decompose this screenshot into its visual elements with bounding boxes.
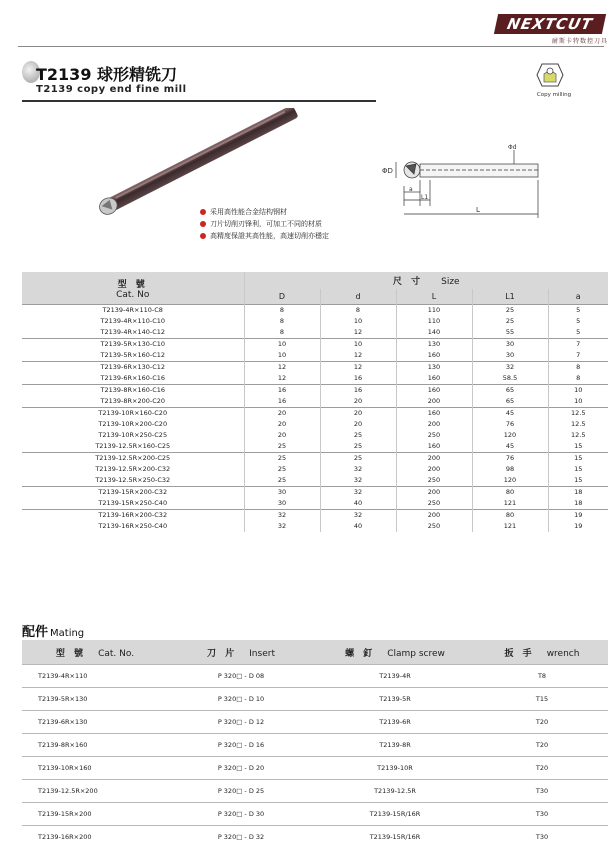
size-cell: 25 [472,316,548,327]
size-cell: 15 [548,464,608,475]
size-cell: 8 [320,305,396,317]
size-cell: 20 [244,408,320,420]
mating-column-header [476,640,608,665]
size-cell: 250 [396,430,472,441]
table-row [22,441,608,453]
size-cell: 120 [472,475,548,487]
table-row [22,453,608,465]
size-cell: 32 [320,510,396,522]
mating-cell: T2139-16R×200 [22,826,168,848]
cat-no-cell: T2139-4R×110-C10 [22,316,244,327]
size-cell: 32 [244,510,320,522]
mating-header-cn: 螺 釘 [345,649,375,659]
table-row [22,350,608,362]
tool-drawing [376,140,556,224]
mating-cell: P 320□ - D 16 [168,734,314,757]
page-subtitle: T2139 copy end fine mill [36,84,187,95]
mating-cell: P 320□ - D 12 [168,711,314,734]
table-row [22,305,608,317]
red-bullet-icon [200,233,206,239]
mating-cell: T2139-4R [314,665,476,688]
size-cell: 25 [244,453,320,465]
size-cell: 200 [396,510,472,522]
size-cell: 18 [548,498,608,510]
mating-header-en: Cat. No. [98,649,134,659]
mating-cell: T2139-4R×110 [22,665,168,688]
cat-no-cell: T2139-5R×130-C10 [22,339,244,351]
size-cell: 200 [396,453,472,465]
cat-no-cell: T2139-8R×200-C20 [22,396,244,408]
size-cell: 10 [244,350,320,362]
size-cell: 98 [472,464,548,475]
feature-list [200,206,329,242]
spec-column-header: D [244,289,320,305]
mating-cell: T2139-12.5R×200 [22,780,168,803]
table-row [22,385,608,397]
mating-cell: T30 [476,826,608,848]
table-row [22,734,608,757]
size-cell: 45 [472,408,548,420]
spec-column-header: L1 [472,289,548,305]
size-cell: 10 [548,385,608,397]
table-row [22,339,608,351]
size-cell: 20 [244,419,320,430]
size-cell: 32 [244,521,320,532]
table-row [22,757,608,780]
mating-cell: T20 [476,734,608,757]
size-cell: 200 [396,464,472,475]
mating-cell: P 320□ - D 20 [168,757,314,780]
cat-no-cell: T2139-10R×160-C20 [22,408,244,420]
size-cell: 15 [548,441,608,453]
size-cell: 10 [548,396,608,408]
size-cell: 40 [320,498,396,510]
size-cell: 10 [320,339,396,351]
size-cell: 20 [320,396,396,408]
table-row [22,498,608,510]
mating-header-row [22,640,608,665]
mating-title: 配件 Mating [22,621,84,640]
size-cell: 32 [320,475,396,487]
mating-cell: P 320□ - D 25 [168,780,314,803]
size-cell: 8 [244,327,320,339]
spec-table [22,272,608,532]
mating-cell: P 320□ - D 10 [168,688,314,711]
mating-cell: T2139-8R [314,734,476,757]
size-cell: 55 [472,327,548,339]
mating-cell: T8 [476,665,608,688]
mating-cell: T2139-5R×130 [22,688,168,711]
mating-cell: T2139-12.5R [314,780,476,803]
mating-cell: T2139-5R [314,688,476,711]
size-cell: 8 [548,373,608,385]
feature-item: 采用高性能合金结构钢材 [200,206,329,218]
cat-no-cell: T2139-12.5R×250-C32 [22,475,244,487]
mating-cell: T30 [476,803,608,826]
size-cell: 7 [548,339,608,351]
size-cell: 8 [548,362,608,374]
cat-no-cell: T2139-4R×140-C12 [22,327,244,339]
cat-no-cell: T2139-12.5R×200-C32 [22,464,244,475]
size-cell: 20 [320,408,396,420]
mating-header-en: wrench [547,649,580,659]
size-cell: 80 [472,487,548,499]
brand-logo-block [492,14,608,48]
table-row [22,688,608,711]
table-row [22,362,608,374]
size-cell: 12.5 [548,408,608,420]
table-row [22,665,608,688]
size-cell: 65 [472,385,548,397]
size-cell: 19 [548,510,608,522]
cat-no-cell: T2139-15R×200-C32 [22,487,244,499]
spec-column-header: L [396,289,472,305]
size-cell: 40 [320,521,396,532]
cat-no-cell: T2139-10R×200-C20 [22,419,244,430]
mating-header-cn: 型 號 [56,649,86,659]
cat-no-cell: T2139-8R×160-C16 [22,385,244,397]
table-row [22,803,608,826]
size-cell: 12 [244,373,320,385]
mating-header-en: Clamp screw [387,649,445,659]
mating-cell: T2139-6R×130 [22,711,168,734]
drawing-label-a: a [409,186,413,193]
mating-column-header [314,640,476,665]
size-cell: 16 [244,396,320,408]
size-cell: 12 [320,350,396,362]
feature-item: 刀片切削刃锋利，可加工不同的材质 [200,218,329,230]
size-cell: 110 [396,316,472,327]
size-cell: 25 [244,464,320,475]
size-cell: 10 [320,316,396,327]
size-cell: 12.5 [548,419,608,430]
drawing-label-L1: L1 [421,194,428,201]
size-cell: 32 [472,362,548,374]
size-cell: 130 [396,339,472,351]
cat-no-cell: T2139-6R×130-C12 [22,362,244,374]
table-row [22,396,608,408]
cat-no-cell: T2139-6R×160-C16 [22,373,244,385]
header-divider [18,46,604,47]
size-cell: 121 [472,521,548,532]
size-cell: 160 [396,441,472,453]
size-cell: 15 [548,453,608,465]
feature-item: 高精度保證其高性能，高速切削亦穩定 [200,230,329,242]
size-cell: 76 [472,453,548,465]
size-cell: 30 [472,350,548,362]
size-cell: 45 [472,441,548,453]
cat-no-cell: T2139-15R×250-C40 [22,498,244,510]
size-cell: 8 [244,305,320,317]
brand-logo: NEXTCUT [494,14,606,34]
table-row [22,408,608,420]
mating-column-header [22,640,168,665]
mating-column-header [168,640,314,665]
mating-cell: T15 [476,688,608,711]
size-cell: 250 [396,498,472,510]
size-cell: 25 [244,441,320,453]
size-cell: 58.5 [472,373,548,385]
size-cell: 25 [472,305,548,317]
spec-body [22,305,608,533]
size-cell: 80 [472,510,548,522]
table-row [22,464,608,475]
cat-no-cell: T2139-12.5R×200-C25 [22,453,244,465]
mating-cell: T20 [476,757,608,780]
spec-column-header: d [320,289,396,305]
mating-table [22,640,608,848]
size-cell: 15 [548,475,608,487]
table-row [22,826,608,848]
mating-cell: T30 [476,780,608,803]
size-cell: 5 [548,327,608,339]
drawing-label-L: L [476,206,480,214]
mating-cell: T2139-15R×200 [22,803,168,826]
table-row [22,430,608,441]
cat-no-cell: T2139-4R×110-C8 [22,305,244,317]
spec-header-size: 尺 寸 Size [244,272,608,289]
size-cell: 160 [396,408,472,420]
size-cell: 5 [548,316,608,327]
mating-cell: T20 [476,711,608,734]
size-cell: 16 [320,385,396,397]
size-cell: 30 [472,339,548,351]
mating-cell: T2139-10R [314,757,476,780]
table-row [22,373,608,385]
size-cell: 140 [396,327,472,339]
mating-body [22,665,608,848]
table-row [22,316,608,327]
size-cell: 10 [244,339,320,351]
size-cell: 200 [396,396,472,408]
size-cell: 19 [548,521,608,532]
page-title: T2139 球形精铣刀 [36,62,177,85]
size-cell: 18 [548,487,608,499]
size-cell: 20 [320,419,396,430]
size-cell: 200 [396,419,472,430]
mating-cell: P 320□ - D 30 [168,803,314,826]
cat-no-cell: T2139-12.5R×160-C25 [22,441,244,453]
cat-no-cell: T2139-10R×250-C25 [22,430,244,441]
size-cell: 12 [320,362,396,374]
table-row [22,510,608,522]
size-cell: 12 [320,327,396,339]
size-cell: 120 [472,430,548,441]
size-cell: 121 [472,498,548,510]
mating-header-cn: 扳 手 [505,649,535,659]
size-cell: 30 [244,487,320,499]
table-row [22,487,608,499]
mating-cell: P 320□ - D 08 [168,665,314,688]
size-cell: 160 [396,385,472,397]
mating-header-cn: 刀 片 [207,649,237,659]
table-row [22,780,608,803]
table-row [22,711,608,734]
spec-header-cat: 型 號 Cat. No [22,272,244,305]
size-cell: 130 [396,362,472,374]
table-row [22,419,608,430]
drawing-label-d: Φd [508,144,517,151]
size-cell: 76 [472,419,548,430]
spec-column-header: a [548,289,608,305]
table-row [22,475,608,487]
size-cell: 32 [320,464,396,475]
size-cell: 16 [244,385,320,397]
table-row [22,521,608,532]
size-cell: 250 [396,475,472,487]
mating-cell: T2139-15R/16R [314,803,476,826]
mating-cell: P 320□ - D 32 [168,826,314,848]
size-cell: 200 [396,487,472,499]
size-cell: 5 [548,305,608,317]
size-cell: 7 [548,350,608,362]
size-cell: 110 [396,305,472,317]
mating-cell: T2139-6R [314,711,476,734]
red-bullet-icon [200,209,206,215]
mating-cell: T2139-15R/16R [314,826,476,848]
brand-subtitle: 耐斯卡特数控刀具 [492,36,608,45]
size-cell: 12.5 [548,430,608,441]
size-cell: 160 [396,373,472,385]
size-cell: 32 [320,487,396,499]
table-row [22,327,608,339]
mating-cell: T2139-10R×160 [22,757,168,780]
cat-no-cell: T2139-5R×160-C12 [22,350,244,362]
size-cell: 25 [320,453,396,465]
size-cell: 25 [320,441,396,453]
cat-no-cell: T2139-16R×250-C40 [22,521,244,532]
size-cell: 8 [244,316,320,327]
size-cell: 160 [396,350,472,362]
size-cell: 30 [244,498,320,510]
mating-cell: T2139-8R×160 [22,734,168,757]
title-underline [22,100,376,102]
size-cell: 25 [244,475,320,487]
cat-no-cell: T2139-16R×200-C32 [22,510,244,522]
copy-milling-icon [536,62,564,88]
mating-header-en: Insert [249,649,275,659]
red-bullet-icon [200,221,206,227]
size-cell: 25 [320,430,396,441]
size-cell: 16 [320,373,396,385]
copy-milling-label: Copy milling [536,92,572,98]
size-cell: 12 [244,362,320,374]
size-cell: 20 [244,430,320,441]
size-cell: 65 [472,396,548,408]
drawing-label-D: ΦD [382,167,393,175]
tool-photo [78,108,308,218]
size-cell: 250 [396,521,472,532]
